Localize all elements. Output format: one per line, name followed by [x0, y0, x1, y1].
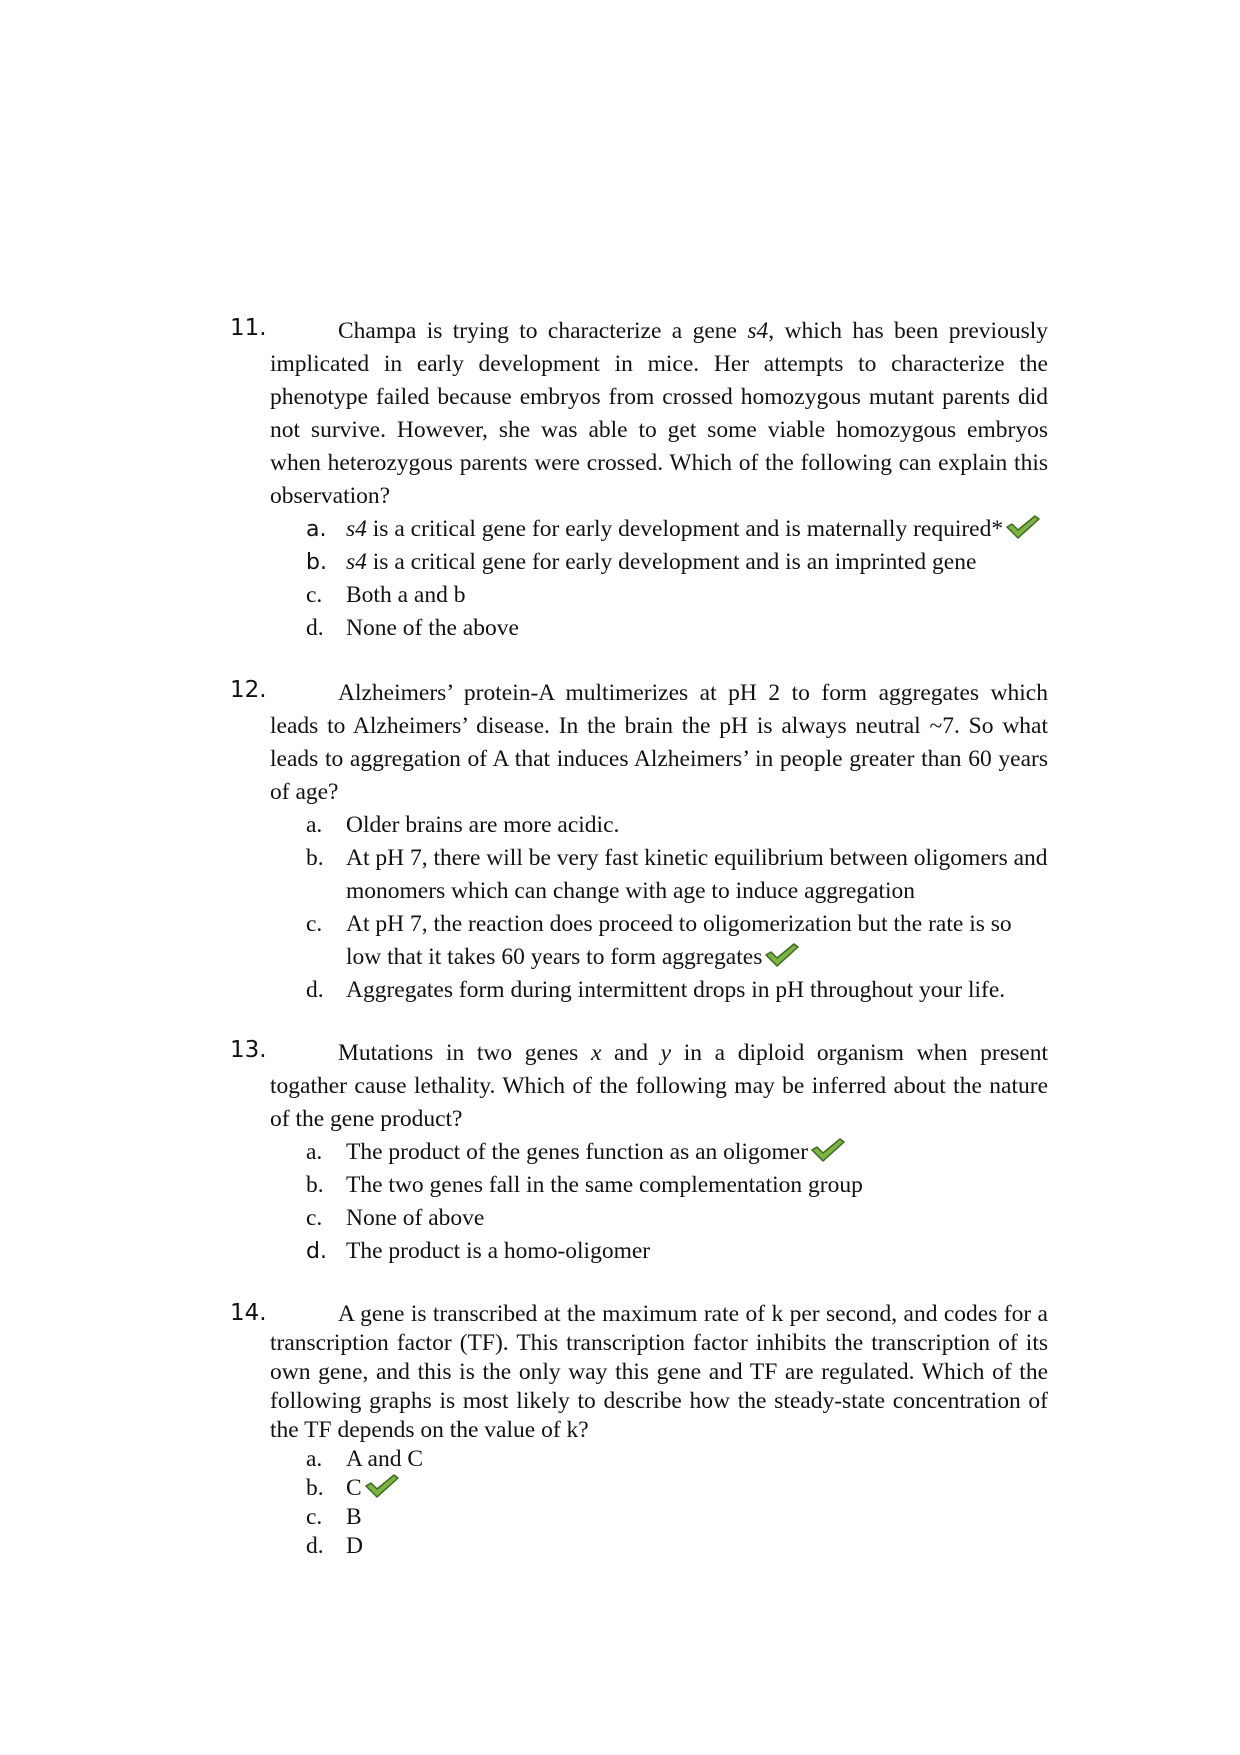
option-text: The two genes fall in the same complementation group [346, 1172, 863, 1198]
option-d[interactable] [306, 1235, 1048, 1268]
question-text: Alzheimers’ protein-A multimerizes at pH 2 to form aggregates which leads to Alzheimers’ disease. In the brain the pH is always neutral ~7. So what leads to aggregation of A that induces Alzheimers’ in people greater than 60 years of age? [270, 680, 1048, 805]
option-text: B [346, 1504, 362, 1530]
option-text [346, 546, 1048, 579]
option-text: Both a and b [346, 582, 466, 608]
question-text [270, 1037, 1048, 1136]
option-letter: d. [306, 1533, 324, 1559]
question-12 [230, 677, 1048, 1007]
option-text-part: is a critical gene for early development and is an imprinted gene [366, 549, 977, 575]
option-text-part: At pH 7, the reaction does proceed to oligomerization but the rate is so low that it takes 60 years to form aggregates [346, 911, 1012, 970]
option-text [346, 513, 1048, 546]
question-11 [230, 315, 1048, 645]
option-d[interactable] [306, 1532, 1048, 1561]
question-text-part: , which has been previously implicated in early development in mice. Her attempts to characterize the phenotype failed because embryos from crossed homozygous mutant parents did not survive. However, she was able to get some viable homozygous embryos when heterozygous parents were crossed. Which of the following can explain this observation? [270, 318, 1049, 509]
option-b[interactable] [306, 842, 1048, 908]
option-letter: a. [306, 1139, 323, 1165]
option-text-part: C [346, 1475, 362, 1501]
option-a[interactable] [306, 809, 1048, 842]
question-text-part: Mutations in two genes [338, 1040, 591, 1066]
option-letter: c. [306, 911, 323, 937]
option-letter: a. [306, 1446, 323, 1472]
question-text: A gene is transcribed at the maximum rate of k per second, and codes for a transcription factor (TF). This transcription factor inhibits the transcription of its own gene, and this is the only way this gene and TF are regulated. Which of the following graphs is most likely to describe how the steady-state concentration of the TF depends on the value of k? [270, 1301, 1048, 1443]
option-letter: d. [306, 977, 324, 1003]
option-letter: c. [306, 1205, 323, 1231]
question-text-part: Champa is trying to characterize a gene [338, 318, 748, 344]
answer-options [230, 513, 1048, 645]
option-letter: c. [306, 1504, 323, 1530]
option-text: The product is a homo-oligomer [346, 1238, 651, 1264]
option-text: Aggregates form during intermittent drops in pH throughout your life. [346, 977, 1006, 1003]
check-icon [764, 943, 800, 967]
gene-name: s4 [747, 318, 769, 344]
option-text: Older brains are more acidic. [346, 812, 620, 838]
option-text [346, 1474, 1048, 1503]
check-icon [810, 1138, 846, 1162]
gene-name: s4 [346, 516, 367, 542]
question-13 [230, 1037, 1048, 1268]
gene-name: x [590, 1040, 602, 1066]
option-text: None of the above [346, 615, 519, 641]
option-text: D [346, 1533, 363, 1559]
option-text: None of above [346, 1205, 485, 1231]
question-number: 11. [230, 315, 267, 341]
option-letter: b. [306, 845, 324, 871]
option-c[interactable] [306, 579, 1048, 612]
option-c[interactable] [306, 908, 1048, 974]
option-letter: b. [306, 1172, 324, 1198]
option-d[interactable] [306, 974, 1048, 1007]
option-letter: b. [306, 550, 327, 575]
option-letter: a. [306, 812, 323, 838]
option-letter: d. [306, 1239, 327, 1264]
option-text: At pH 7, there will be very fast kinetic equilibrium between oligomers and monomers which can change with age to induce aggregation [346, 845, 1048, 904]
question-text-part: and [601, 1040, 661, 1066]
option-a[interactable] [306, 1136, 1048, 1169]
option-text-part: The product of the genes function as an oligomer [346, 1139, 809, 1165]
question-number: 13. [230, 1037, 267, 1063]
answer-options [230, 1136, 1048, 1268]
option-a[interactable] [306, 513, 1048, 546]
question-14 [230, 1300, 1048, 1561]
gene-name: y [660, 1040, 672, 1066]
check-icon [1005, 515, 1041, 539]
option-text [346, 1136, 1048, 1169]
option-letter: b. [306, 1475, 324, 1501]
question-number: 12. [230, 677, 267, 703]
gene-name: s4 [346, 549, 367, 575]
answer-options [230, 1445, 1048, 1561]
option-text [346, 908, 1048, 974]
option-d[interactable] [306, 612, 1048, 645]
option-c[interactable] [306, 1503, 1048, 1532]
question-text [270, 315, 1048, 513]
option-text-part: is a critical gene for early development and is maternally required* [366, 516, 1004, 542]
question-text-part: in a diploid organism when present togather cause lethality. Which of the following may be inferred about the nature of the gene product? [270, 1040, 1049, 1132]
option-a[interactable] [306, 1445, 1048, 1474]
option-letter: a. [306, 517, 327, 542]
option-letter: c. [306, 582, 323, 608]
option-c[interactable] [306, 1202, 1048, 1235]
answer-options [230, 809, 1048, 1007]
option-letter: d. [306, 615, 324, 641]
question-number: 14. [230, 1300, 267, 1326]
option-b[interactable] [306, 546, 1048, 579]
check-icon [364, 1474, 400, 1498]
option-b[interactable] [306, 1474, 1048, 1503]
option-b[interactable] [306, 1169, 1048, 1202]
option-text: A and C [346, 1446, 424, 1472]
